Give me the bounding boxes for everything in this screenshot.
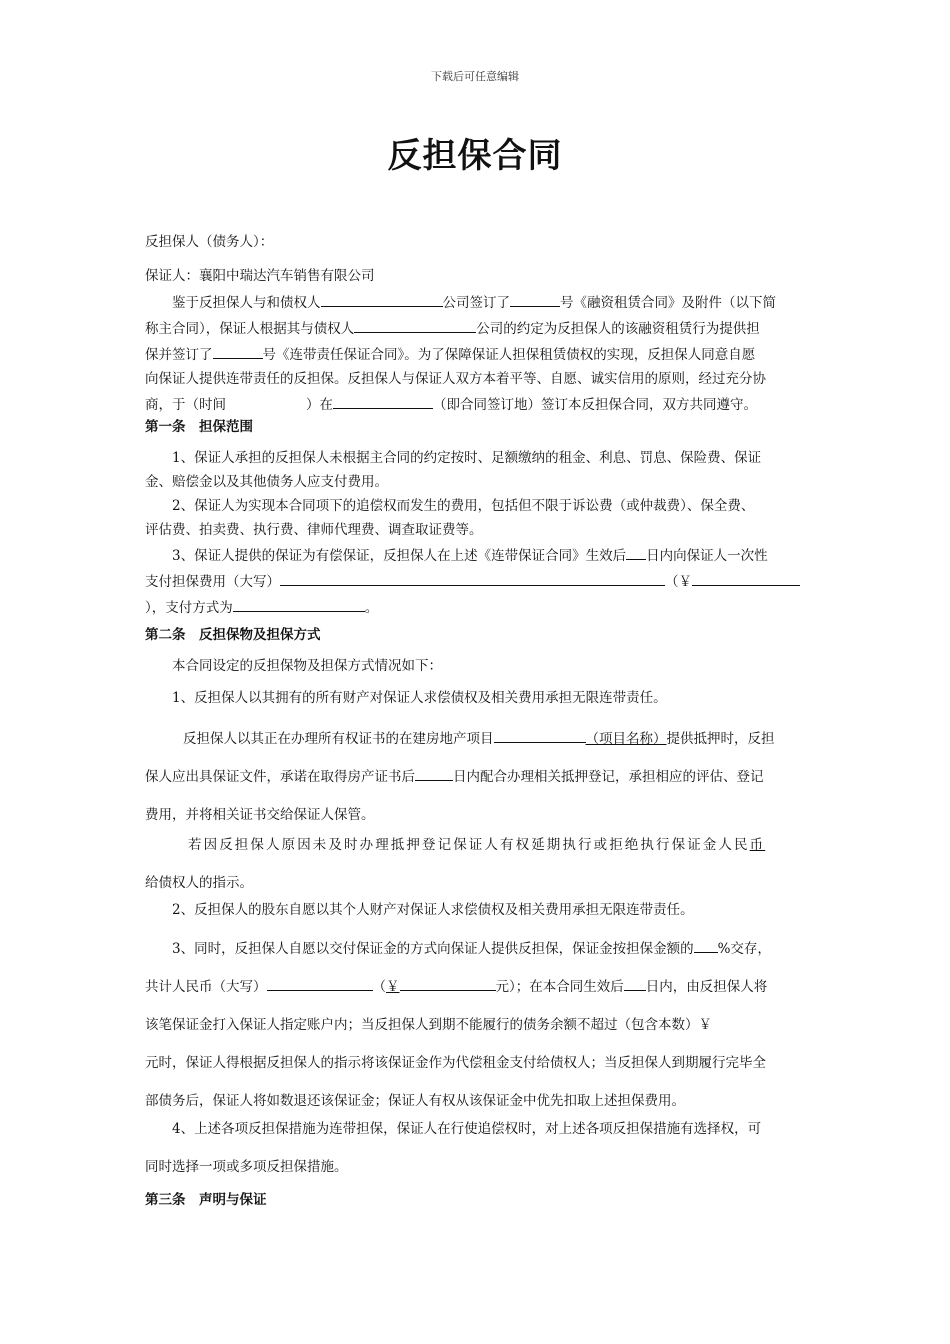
preamble xyxy=(145,289,815,417)
article-2-delay xyxy=(145,826,815,902)
article-3-heading: 第三条 声明与保证 xyxy=(145,1192,267,1208)
page-header: 下载后可任意编辑 xyxy=(431,70,519,83)
article-1-item-3: 日内向保证人一次性 xyxy=(646,548,768,564)
document-title: 反担保合同 xyxy=(387,136,563,176)
article-2-heading: 第二条 反担保物及担保方式 xyxy=(145,627,321,643)
blank-project[interactable] xyxy=(494,725,586,743)
mortgage-text: 提供抵押时，反担 xyxy=(666,731,775,747)
item-4-text: 4、上述各项反担保措施为连带担保，保证人在行使追偿权时，对上述各项反担保措施有选择权，可 xyxy=(172,1121,762,1137)
party-counter-guarantor xyxy=(145,230,815,254)
article-2-item-1 xyxy=(145,686,815,710)
deposit-text: 元）；在本合同生效后 xyxy=(495,979,624,995)
article-2-item-2 xyxy=(145,898,815,922)
article-1-item-3-cont: 支付担保费用（大写） xyxy=(145,574,280,590)
article-1-heading: 第一条 担保范围 xyxy=(145,419,253,435)
blank-registration-days[interactable] xyxy=(415,763,453,781)
mortgage-text: 费用，并将相关证书交给保证人保管。 xyxy=(145,807,375,823)
article-1-item-2: 2、保证人为实现本合同项下的追偿权而发生的费用，包括但不限于诉讼费（或仲裁费）、保全费、 xyxy=(172,498,755,514)
guarantor-name: 襄阳中瑞达汽车销售有限公司 xyxy=(199,268,375,284)
article-1-item-1: 1、保证人承担的反担保人未根据主合同的约定按时、足额缴纳的租金、利息、罚息、保险费、保证 xyxy=(172,450,762,466)
delay-text: 给债权人的指示。 xyxy=(145,875,253,891)
project-name-label: （项目名称） xyxy=(585,731,667,747)
blank-deposit-days[interactable] xyxy=(624,973,646,991)
article-2-intro xyxy=(145,654,815,678)
preamble-text: 向保证人提供连带责任的反担保。反担保人与保证人双方本着平等、自愿、诚实信用的原则，经过充分协 xyxy=(145,371,766,387)
item-4-text: 同时选择一项或多项反担保措施。 xyxy=(145,1159,348,1175)
mortgage-text: 日内配合办理相关抵押登记，承担相应的评估、登记 xyxy=(453,769,764,785)
article-2-item-2-text: 2、反担保人的股东自愿以其个人财产对保证人求偿债权及相关费用承担无限连带责任。 xyxy=(172,902,694,918)
blank-guarantee-contract-no[interactable] xyxy=(213,341,263,359)
preamble-text: （即合同签订地）签订本反担保合同，双方共同遵守。 xyxy=(433,397,757,413)
mortgage-text: 反担保人以其正在办理所有权证书的在建房地产项目 xyxy=(183,731,494,747)
article-1-body xyxy=(145,446,815,620)
blank-deposit-percent[interactable] xyxy=(694,935,718,953)
blank-deposit-uppercase[interactable] xyxy=(267,973,373,991)
counter-guarantor-label: 反担保人（债务人）： xyxy=(145,234,274,250)
article-2-mortgage xyxy=(145,720,815,834)
blank-creditor-2[interactable] xyxy=(354,315,476,333)
article-2-item-3 xyxy=(145,930,815,1120)
preamble-text: 号《连带责任保证合同》。为了保障保证人担保租赁债权的实现，反担保人同意自愿 xyxy=(262,347,756,363)
deposit-text: 日内，由反担保人将 xyxy=(645,979,768,995)
delay-text: 若因反担保人原因未及时办理抵押登记保证人有权延期执行或拒绝执行保证金人民 xyxy=(188,837,750,853)
preamble-text: 鉴于反担保人与和债权人 xyxy=(172,295,321,311)
yen-sign: ￥ xyxy=(386,979,400,995)
deposit-text: 共计人民币（大写） xyxy=(145,979,267,995)
blank-lease-contract-no[interactable] xyxy=(510,289,560,307)
blank-creditor-1[interactable] xyxy=(321,289,443,307)
deposit-text: 3、同时，反担保人自愿以交付保证金的方式向保证人提供反担保，保证金按担保金额的 xyxy=(172,941,694,957)
deposit-text: （ xyxy=(372,979,386,995)
article-1-item-2-cont: 评估费、拍卖费、执行费、律师代理费、调查取证费等。 xyxy=(145,522,483,538)
blank-signing-place[interactable] xyxy=(333,391,433,409)
blank-deposit-amount[interactable] xyxy=(400,973,496,991)
article-1-item-3: 3、保证人提供的保证为有偿保证，反担保人在上述《连带保证合同》生效后 xyxy=(172,548,627,564)
preamble-text: 保并签订了 xyxy=(145,347,213,363)
mortgage-text: 保人应出具保证文件，承诺在取得房产证书后 xyxy=(145,769,415,785)
article-1-item-1-cont: 金、赔偿金以及其他债务人应支付费用。 xyxy=(145,474,388,490)
guarantor-label: 保证人： xyxy=(145,268,199,284)
article-1-item-3-cont: ），支付方式为 xyxy=(145,600,233,616)
preamble-text: 公司的约定为反担保人的该融资租赁行为提供担 xyxy=(476,321,760,337)
preamble-text: 商，于（时间 xyxy=(145,397,226,413)
article-1-item-3-cont: 。 xyxy=(364,600,379,616)
article-1-item-3-cont: （￥ xyxy=(665,574,692,590)
blank-fee-uppercase[interactable] xyxy=(280,568,665,586)
delay-text-char: 币 xyxy=(749,837,766,853)
article-2-item-4 xyxy=(145,1110,815,1186)
article-2-item-1-text: 1、反担保人以其拥有的所有财产对保证人求偿债权及相关费用承担无限连带责任。 xyxy=(172,690,667,706)
preamble-text: 号《融资租赁合同》及附件（以下简 xyxy=(560,295,776,311)
deposit-text: 元时，保证人得根据反担保人的指示将该保证金作为代偿租金支付给债权人；当反担保人到期履行完毕全 xyxy=(145,1055,766,1071)
article-2-intro-text: 本合同设定的反担保物及担保方式情况如下： xyxy=(172,658,442,674)
preamble-text: 称主合同），保证人根据其与债权人 xyxy=(145,321,355,337)
deposit-text: 该笔保证金打入保证人指定账户内；当反担保人到期不能履行的债务余额不超过（包含本数）￥ xyxy=(145,1017,712,1033)
party-guarantor xyxy=(145,264,815,288)
blank-days[interactable] xyxy=(626,542,646,560)
blank-fee-amount[interactable] xyxy=(692,568,800,586)
deposit-text: %交存， xyxy=(717,941,771,957)
deposit-text: 部债务后，保证人将如数退还该保证金；保证人有权从该保证金中优先扣取上述担保费用。 xyxy=(145,1093,685,1109)
preamble-text: ）在 xyxy=(306,397,333,413)
preamble-text: 公司签订了 xyxy=(442,295,510,311)
blank-payment-method[interactable] xyxy=(233,594,365,612)
